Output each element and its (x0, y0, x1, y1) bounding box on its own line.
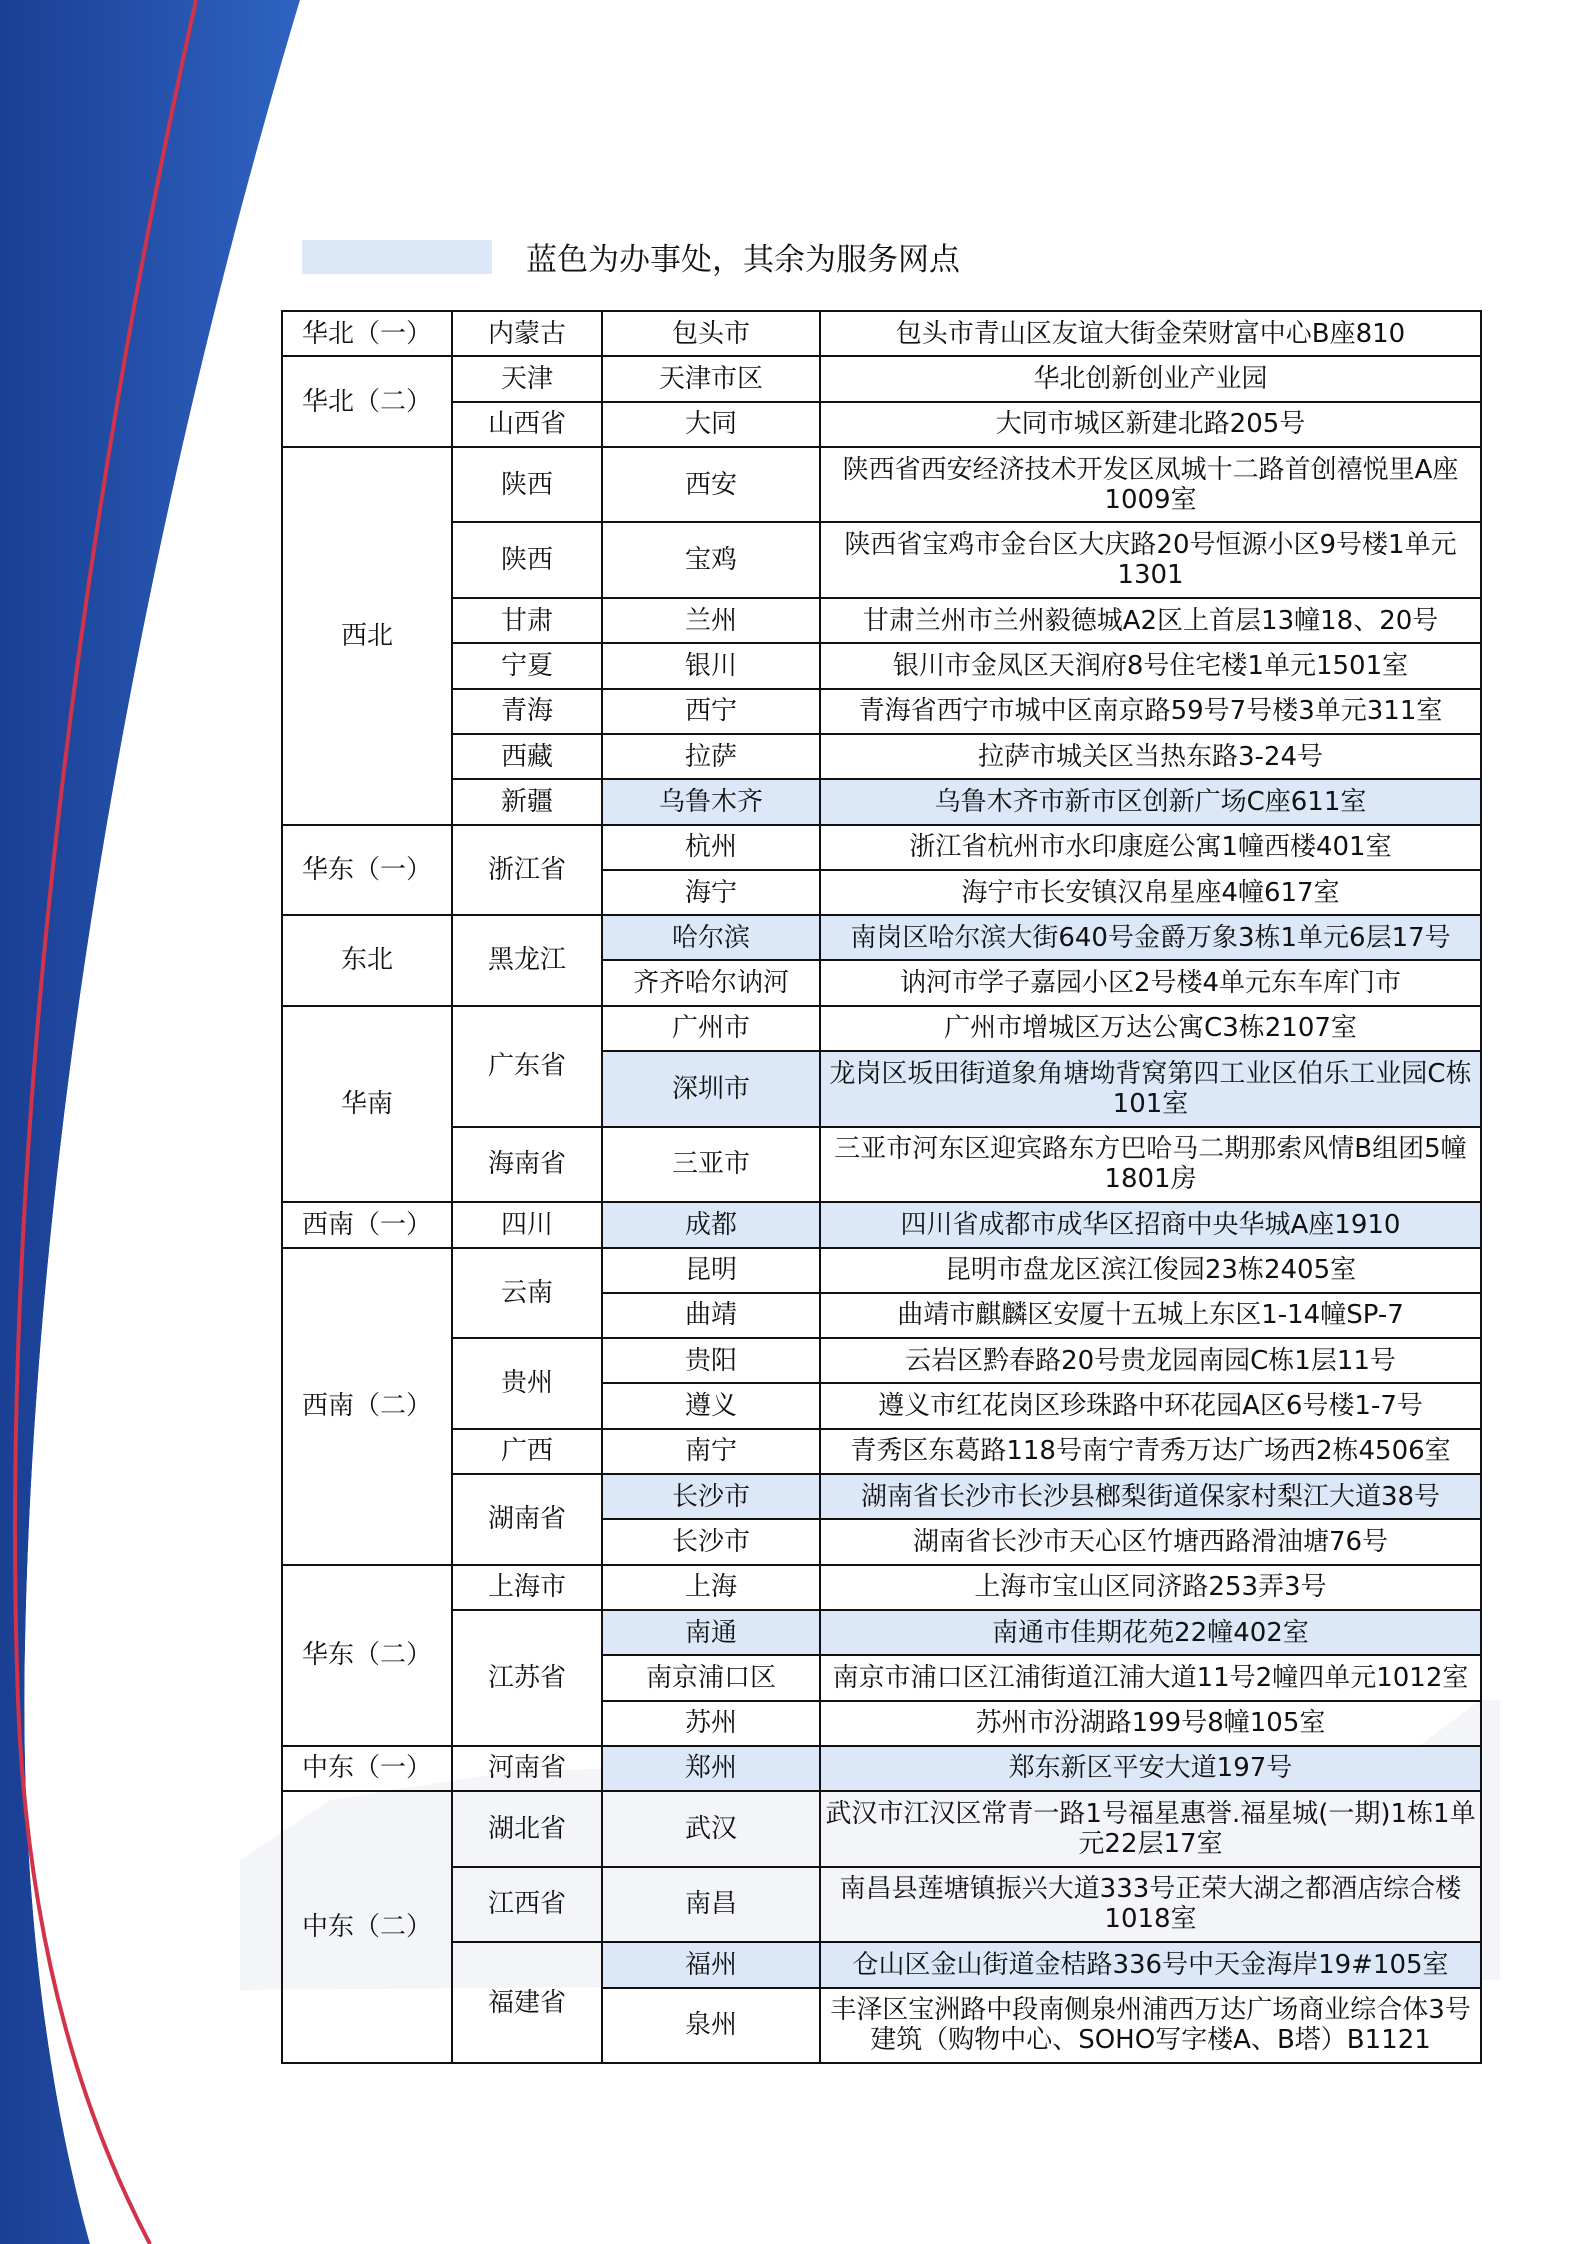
province-cell: 西藏 (452, 734, 602, 779)
table-row (282, 734, 1481, 779)
address-cell: 南昌县莲塘镇振兴大道333号正荣大湖之都酒店综合楼1018室 (820, 1867, 1481, 1943)
province-cell: 河南省 (452, 1746, 602, 1791)
address-cell: 南京市浦口区江浦街道江浦大道11号2幢四单元1012室 (820, 1655, 1481, 1700)
province-cell: 上海市 (452, 1565, 602, 1610)
table-row (282, 915, 1481, 960)
table-row (282, 825, 1481, 870)
legend (302, 234, 960, 279)
address-cell: 仓山区金山街道金桔路336号中天金海岸19#105室 (820, 1942, 1481, 1987)
address-cell: 湖南省长沙市天心区竹塘西路滑油塘76号 (820, 1519, 1481, 1564)
province-cell: 福建省 (452, 1942, 602, 2063)
address-cell: 曲靖市麒麟区安厦十五城上东区1-14幢SP-7 (820, 1293, 1481, 1338)
table-row (282, 1474, 1481, 1519)
address-cell: 丰泽区宝洲路中段南侧泉州浦西万达广场商业综合体3号建筑（购物中心、SOHO写字楼A、B塔）B1121 (820, 1988, 1481, 2064)
city-cell: 长沙市 (602, 1474, 820, 1519)
legend-swatch (302, 240, 492, 274)
province-cell: 贵州 (452, 1338, 602, 1429)
city-cell: 南宁 (602, 1429, 820, 1474)
region-cell: 华北（二） (282, 356, 452, 447)
address-cell: 讷河市学子嘉园小区2号楼4单元东车库门市 (820, 960, 1481, 1005)
region-cell: 华东（二） (282, 1565, 452, 1746)
table-row (282, 1127, 1481, 1203)
city-cell: 大同 (602, 402, 820, 447)
table-row (282, 643, 1481, 688)
city-cell: 遵义 (602, 1383, 820, 1428)
address-cell: 甘肃兰州市兰州毅德城A2区上首层13幢18、20号 (820, 598, 1481, 643)
city-cell: 郑州 (602, 1746, 820, 1791)
table-row (282, 1791, 1481, 1867)
address-cell: 武汉市江汉区常青一路1号福星惠誉.福星城(一期)1栋1单元22层17室 (820, 1791, 1481, 1867)
table-row (282, 1248, 1481, 1293)
address-cell: 青秀区东葛路118号南宁青秀万达广场西2栋4506室 (820, 1429, 1481, 1474)
address-cell: 云岩区黔春路20号贵龙园南园C栋1层11号 (820, 1338, 1481, 1383)
address-cell: 青海省西宁市城中区南京路59号7号楼3单元311室 (820, 689, 1481, 734)
city-cell: 南通 (602, 1610, 820, 1655)
city-cell: 深圳市 (602, 1051, 820, 1127)
table-row (282, 1429, 1481, 1474)
address-cell: 陕西省宝鸡市金台区大庆路20号恒源小区9号楼1单元1301 (820, 522, 1481, 598)
table-row (282, 689, 1481, 734)
city-cell: 天津市区 (602, 356, 820, 401)
city-cell: 苏州 (602, 1701, 820, 1746)
table-row (282, 356, 1481, 401)
province-cell: 内蒙古 (452, 311, 602, 356)
address-cell: 广州市增城区万达公寓C3栋2107室 (820, 1006, 1481, 1051)
province-cell: 海南省 (452, 1127, 602, 1203)
table-row (282, 1202, 1481, 1247)
address-cell: 海宁市长安镇汉帛星座4幢617室 (820, 870, 1481, 915)
address-cell: 南岗区哈尔滨大街640号金爵万象3栋1单元6层17号 (820, 915, 1481, 960)
table-row (282, 447, 1481, 523)
city-cell: 武汉 (602, 1791, 820, 1867)
legend-text: 蓝色为办事处，其余为服务网点 (526, 242, 960, 278)
address-cell: 上海市宝山区同济路253弄3号 (820, 1565, 1481, 1610)
table-row (282, 1338, 1481, 1383)
city-cell: 三亚市 (602, 1127, 820, 1203)
table-row (282, 779, 1481, 824)
address-cell: 郑东新区平安大道197号 (820, 1746, 1481, 1791)
city-cell: 包头市 (602, 311, 820, 356)
table-row (282, 1942, 1481, 1987)
address-cell: 大同市城区新建北路205号 (820, 402, 1481, 447)
province-cell: 青海 (452, 689, 602, 734)
region-cell: 西南（二） (282, 1248, 452, 1565)
address-cell: 遵义市红花岗区珍珠路中环花园A区6号楼1-7号 (820, 1383, 1481, 1428)
address-cell: 南通市佳期花苑22幢402室 (820, 1610, 1481, 1655)
city-cell: 杭州 (602, 825, 820, 870)
city-cell: 福州 (602, 1942, 820, 1987)
city-cell: 海宁 (602, 870, 820, 915)
table-row (282, 1867, 1481, 1943)
province-cell: 四川 (452, 1202, 602, 1247)
address-cell: 龙岗区坂田街道象角塘坳背窝第四工业区伯乐工业园C栋101室 (820, 1051, 1481, 1127)
address-cell: 包头市青山区友谊大街金荣财富中心B座810 (820, 311, 1481, 356)
city-cell: 齐齐哈尔讷河 (602, 960, 820, 1005)
city-cell: 长沙市 (602, 1519, 820, 1564)
province-cell: 宁夏 (452, 643, 602, 688)
region-cell: 东北 (282, 915, 452, 1006)
address-cell: 华北创新创业产业园 (820, 356, 1481, 401)
city-cell: 泉州 (602, 1988, 820, 2064)
city-cell: 乌鲁木齐 (602, 779, 820, 824)
province-cell: 云南 (452, 1248, 602, 1339)
address-cell: 昆明市盘龙区滨江俊园23栋2405室 (820, 1248, 1481, 1293)
city-cell: 西宁 (602, 689, 820, 734)
address-cell: 浙江省杭州市水印康庭公寓1幢西楼401室 (820, 825, 1481, 870)
city-cell: 西安 (602, 447, 820, 523)
province-cell: 甘肃 (452, 598, 602, 643)
province-cell: 黑龙江 (452, 915, 602, 1006)
service-network-table (281, 310, 1482, 2064)
city-cell: 宝鸡 (602, 522, 820, 598)
province-cell: 广东省 (452, 1006, 602, 1127)
province-cell: 山西省 (452, 402, 602, 447)
address-cell: 湖南省长沙市长沙县榔梨街道保家村梨江大道38号 (820, 1474, 1481, 1519)
address-cell: 乌鲁木齐市新市区创新广场C座611室 (820, 779, 1481, 824)
province-cell: 湖北省 (452, 1791, 602, 1867)
table-row (282, 1006, 1481, 1051)
province-cell: 湖南省 (452, 1474, 602, 1565)
region-cell: 华东（一） (282, 825, 452, 916)
city-cell: 南京浦口区 (602, 1655, 820, 1700)
region-cell: 中东（一） (282, 1746, 452, 1791)
address-cell: 银川市金凤区天润府8号住宅楼1单元1501室 (820, 643, 1481, 688)
city-cell: 兰州 (602, 598, 820, 643)
table-row (282, 522, 1481, 598)
table-row (282, 402, 1481, 447)
region-cell: 华南 (282, 1006, 452, 1202)
province-cell: 江苏省 (452, 1610, 602, 1746)
province-cell: 陕西 (452, 447, 602, 523)
city-cell: 贵阳 (602, 1338, 820, 1383)
city-cell: 成都 (602, 1202, 820, 1247)
table-row (282, 1565, 1481, 1610)
province-cell: 浙江省 (452, 825, 602, 916)
region-cell: 中东（二） (282, 1791, 452, 2063)
city-cell: 上海 (602, 1565, 820, 1610)
city-cell: 南昌 (602, 1867, 820, 1943)
city-cell: 广州市 (602, 1006, 820, 1051)
city-cell: 昆明 (602, 1248, 820, 1293)
region-cell: 西北 (282, 447, 452, 825)
table-row (282, 1746, 1481, 1791)
address-cell: 拉萨市城关区当热东路3-24号 (820, 734, 1481, 779)
province-cell: 江西省 (452, 1867, 602, 1943)
address-cell: 三亚市河东区迎宾路东方巴哈马二期那索风情B组团5幢1801房 (820, 1127, 1481, 1203)
city-cell: 哈尔滨 (602, 915, 820, 960)
province-cell: 新疆 (452, 779, 602, 824)
address-cell: 苏州市汾湖路199号8幢105室 (820, 1701, 1481, 1746)
region-cell: 华北（一） (282, 311, 452, 356)
table-row (282, 1610, 1481, 1655)
province-cell: 广西 (452, 1429, 602, 1474)
region-cell: 西南（一） (282, 1202, 452, 1247)
address-cell: 四川省成都市成华区招商中央华城A座1910 (820, 1202, 1481, 1247)
province-cell: 陕西 (452, 522, 602, 598)
city-cell: 拉萨 (602, 734, 820, 779)
city-cell: 曲靖 (602, 1293, 820, 1338)
city-cell: 银川 (602, 643, 820, 688)
table-row (282, 598, 1481, 643)
province-cell: 天津 (452, 356, 602, 401)
address-cell: 陕西省西安经济技术开发区凤城十二路首创禧悦里A座1009室 (820, 447, 1481, 523)
table-row (282, 311, 1481, 356)
